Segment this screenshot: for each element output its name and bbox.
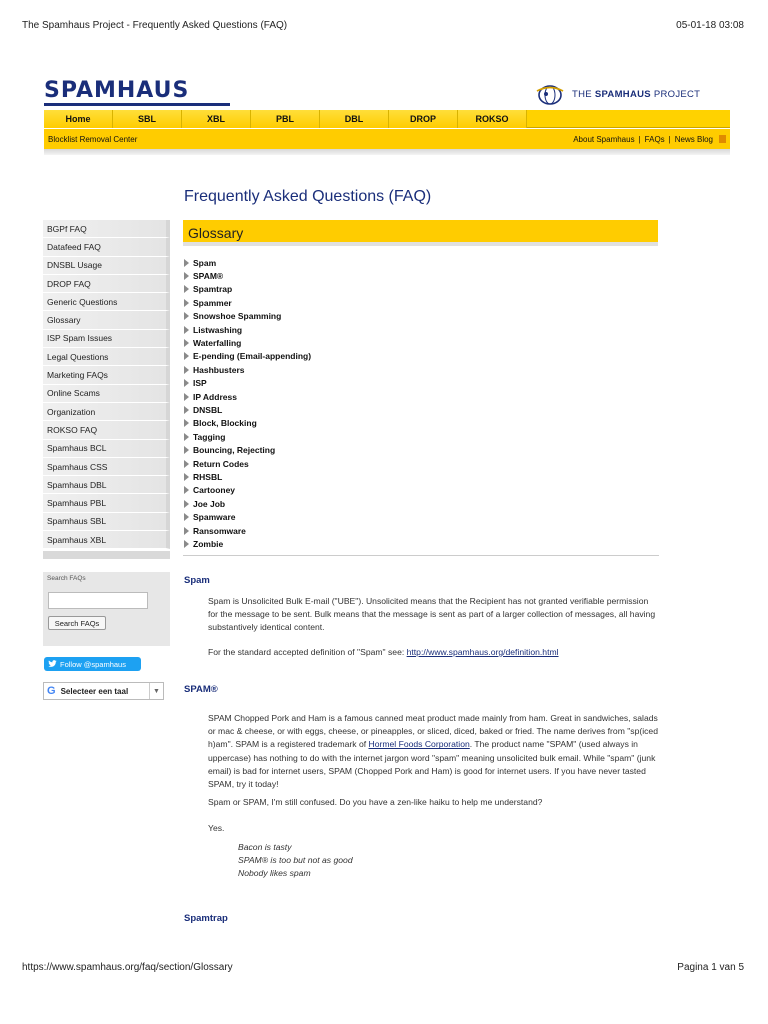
arrow-right-icon	[184, 500, 189, 508]
arrow-right-icon	[184, 540, 189, 548]
sidebar-item[interactable]: ISP Spam Issues	[43, 330, 170, 348]
logo-wordmark: SPAMHAUS	[44, 78, 190, 103]
toc-item[interactable]: Joe Job	[184, 497, 658, 510]
news-blog-link[interactable]: News Blog	[674, 134, 713, 144]
print-url: https://www.spamhaus.org/faq/section/Glossary	[22, 962, 233, 973]
twitter-bird-icon	[48, 660, 57, 668]
haiku-line: Bacon is tasty	[238, 842, 292, 852]
sidebar-item[interactable]: Organization	[43, 403, 170, 421]
toc-item[interactable]: Tagging	[184, 430, 658, 443]
divider	[183, 555, 659, 556]
search-faqs-box	[43, 572, 170, 646]
sidebar-item[interactable]: Datafeed FAQ	[43, 238, 170, 256]
arrow-right-icon	[184, 272, 189, 280]
section-heading-spamtrap: Spamtrap	[184, 913, 228, 924]
sidebar-item[interactable]: Spamhaus PBL	[43, 494, 170, 512]
toc-item[interactable]: SPAM®	[184, 269, 658, 282]
project-bold: SPAMHAUS	[594, 88, 651, 100]
nav-home[interactable]: Home	[44, 110, 113, 128]
arrow-right-icon	[184, 419, 189, 427]
separator: |	[668, 134, 671, 144]
sidebar-item[interactable]: BGPf FAQ	[43, 220, 170, 238]
arrow-right-icon	[184, 366, 189, 374]
arrow-right-icon	[184, 446, 189, 454]
haiku-line: SPAM® is too but not as good	[238, 855, 353, 866]
glossary-toc	[184, 256, 658, 551]
toc-item[interactable]: Spamtrap	[184, 283, 658, 296]
arrow-right-icon	[184, 352, 189, 360]
spam-definition-link-paragraph: For the standard accepted definition of "Spam" see: http://www.spamhaus.org/definition.html	[208, 647, 559, 657]
spamhaus-project-logo[interactable]	[534, 82, 700, 106]
arrow-right-icon	[184, 406, 189, 414]
spam-answer: Yes.	[208, 823, 225, 833]
arrow-right-icon	[184, 299, 189, 307]
arrow-right-icon	[184, 339, 189, 347]
project-prefix: THE	[572, 88, 595, 100]
separator: |	[638, 134, 641, 144]
toc-item[interactable]: Bouncing, Rejecting	[184, 443, 658, 456]
language-select-label: Selecteer een taal	[60, 686, 129, 696]
print-footer	[22, 962, 744, 973]
haiku	[238, 841, 353, 881]
sidebar-item[interactable]: DROP FAQ	[43, 275, 170, 293]
arrow-right-icon	[184, 259, 189, 267]
sidebar	[43, 220, 170, 559]
arrow-right-icon	[184, 513, 189, 521]
toc-item[interactable]: Block, Blocking	[184, 417, 658, 430]
toc-item[interactable]: Waterfalling	[184, 336, 658, 349]
arrow-right-icon	[184, 527, 189, 535]
page-title: Frequently Asked Questions (FAQ)	[184, 188, 432, 205]
sidebar-item[interactable]: ROKSO FAQ	[43, 421, 170, 439]
follow-label: Follow @spamhaus	[60, 659, 126, 669]
project-suffix: PROJECT	[650, 88, 701, 100]
spam-registered-text: SPAM Chopped Pork and Ham is a famous canned meat product made mainly from ham. Great in sandwiches, salads or mac & cheese, or with eggs, cheese, or pineapples, or sliced, diced, baked or fried. The name derives from "sp(iced h)am". SPAM is a registered trademark of Hormel Foods Corporation. The product name "SPAM" (used always in uppercase) has nothing to do with the internet jargon word "spam" meaning unsolicited bulk email. While "spam" (junk email) is bad for internet users, SPAM (Chopped Pork and Ham) is good for internet users. If you have never tasted SPAM, try it today!	[208, 713, 658, 790]
sidebar-item[interactable]: Marketing FAQs	[43, 366, 170, 384]
sidebar-item[interactable]: Spamhaus XBL	[43, 531, 170, 549]
spam-question: Spam or SPAM, I'm still confused. Do you have a zen-like haiku to help me understand?	[208, 797, 543, 807]
spam-definition: Spam is Unsolicited Bulk E-mail ("UBE"). Unsolicited means that the Recipient has not granted verifiable permission for the message to be sent. Bulk means that the message is sent as part of a larger collection of messages, all having substantively identical content.	[208, 596, 656, 633]
toc-item[interactable]: Spammer	[184, 296, 658, 309]
nav-drop[interactable]: DROP	[389, 110, 458, 128]
print-page-number: Pagina 1 van 5	[677, 962, 744, 973]
sidebar-item[interactable]: Legal Questions	[43, 348, 170, 366]
sidebar-item[interactable]: Spamhaus DBL	[43, 476, 170, 494]
sub-nav	[44, 129, 730, 149]
arrow-right-icon	[184, 473, 189, 481]
toc-item[interactable]: Spamware	[184, 510, 658, 523]
arrow-right-icon	[184, 486, 189, 494]
language-select[interactable]	[43, 682, 164, 700]
sidebar-item[interactable]: Spamhaus CSS	[43, 458, 170, 476]
sidebar-item[interactable]: Online Scams	[43, 385, 170, 403]
section-heading-spam: Spam	[184, 575, 210, 586]
nav-rokso[interactable]: ROKSO	[458, 110, 527, 128]
faqs-link[interactable]: FAQs	[644, 134, 665, 144]
sidebar-item[interactable]: Generic Questions	[43, 293, 170, 311]
section-heading-spam-registered: SPAM®	[184, 684, 218, 695]
arrow-right-icon	[184, 379, 189, 387]
arrow-right-icon	[184, 393, 189, 401]
google-icon: G	[47, 685, 56, 697]
toc-item[interactable]: Cartooney	[184, 484, 658, 497]
sidebar-item[interactable]: Spamhaus SBL	[43, 513, 170, 531]
about-link[interactable]: About Spamhaus	[573, 134, 635, 144]
nav-pbl[interactable]: PBL	[251, 110, 320, 128]
toc-item[interactable]: E-pending (Email-appending)	[184, 350, 658, 363]
nav-shadow	[44, 149, 730, 155]
blocklist-removal-link[interactable]: Blocklist Removal Center	[48, 134, 138, 144]
arrow-right-icon	[184, 326, 189, 334]
sidebar-item-glossary[interactable]: Glossary	[43, 311, 170, 329]
toc-item[interactable]: Spam	[184, 256, 658, 269]
definition-link[interactable]: http://www.spamhaus.org/definition.html	[406, 647, 559, 657]
nav-dbl[interactable]: DBL	[320, 110, 389, 128]
rss-icon[interactable]	[719, 135, 726, 143]
toc-item[interactable]: Zombie	[184, 537, 658, 550]
toc-item[interactable]: IP Address	[184, 390, 658, 403]
sidebar-item[interactable]: Spamhaus BCL	[43, 440, 170, 458]
spamhaus-logo[interactable]	[44, 78, 189, 103]
arrow-right-icon	[184, 433, 189, 441]
search-label: Search FAQs	[47, 575, 86, 582]
search-input[interactable]	[48, 592, 148, 609]
toc-item[interactable]: RHSBL	[184, 470, 658, 483]
toc-item[interactable]: ISP	[184, 377, 658, 390]
chevron-down-icon: ▼	[149, 683, 163, 699]
toc-item[interactable]: Return Codes	[184, 457, 658, 470]
arrow-right-icon	[184, 285, 189, 293]
nav-xbl[interactable]: XBL	[182, 110, 251, 128]
haiku-line: Nobody likes spam	[238, 868, 311, 879]
follow-twitter-button[interactable]	[44, 657, 141, 671]
hormel-link[interactable]: Hormel Foods Corporation	[368, 739, 470, 750]
toc-item[interactable]: Ransomware	[184, 524, 658, 537]
globe-icon	[534, 82, 566, 106]
top-nav	[44, 110, 730, 128]
arrow-right-icon	[184, 460, 189, 468]
glossary-heading: Glossary	[183, 220, 658, 246]
print-header	[22, 20, 744, 31]
toc-item[interactable]: Hashbusters	[184, 363, 658, 376]
sidebar-footer	[43, 551, 170, 559]
nav-sbl[interactable]: SBL	[113, 110, 182, 128]
search-button[interactable]: Search FAQs	[48, 616, 106, 630]
sidebar-item[interactable]: DNSBL Usage	[43, 257, 170, 275]
print-datetime: 05-01-18 03:08	[676, 20, 744, 31]
toc-item[interactable]: Snowshoe Spamming	[184, 310, 658, 323]
toc-item[interactable]: Listwashing	[184, 323, 658, 336]
toc-item[interactable]: DNSBL	[184, 403, 658, 416]
print-title: The Spamhaus Project - Frequently Asked Questions (FAQ)	[22, 20, 288, 31]
arrow-right-icon	[184, 312, 189, 320]
